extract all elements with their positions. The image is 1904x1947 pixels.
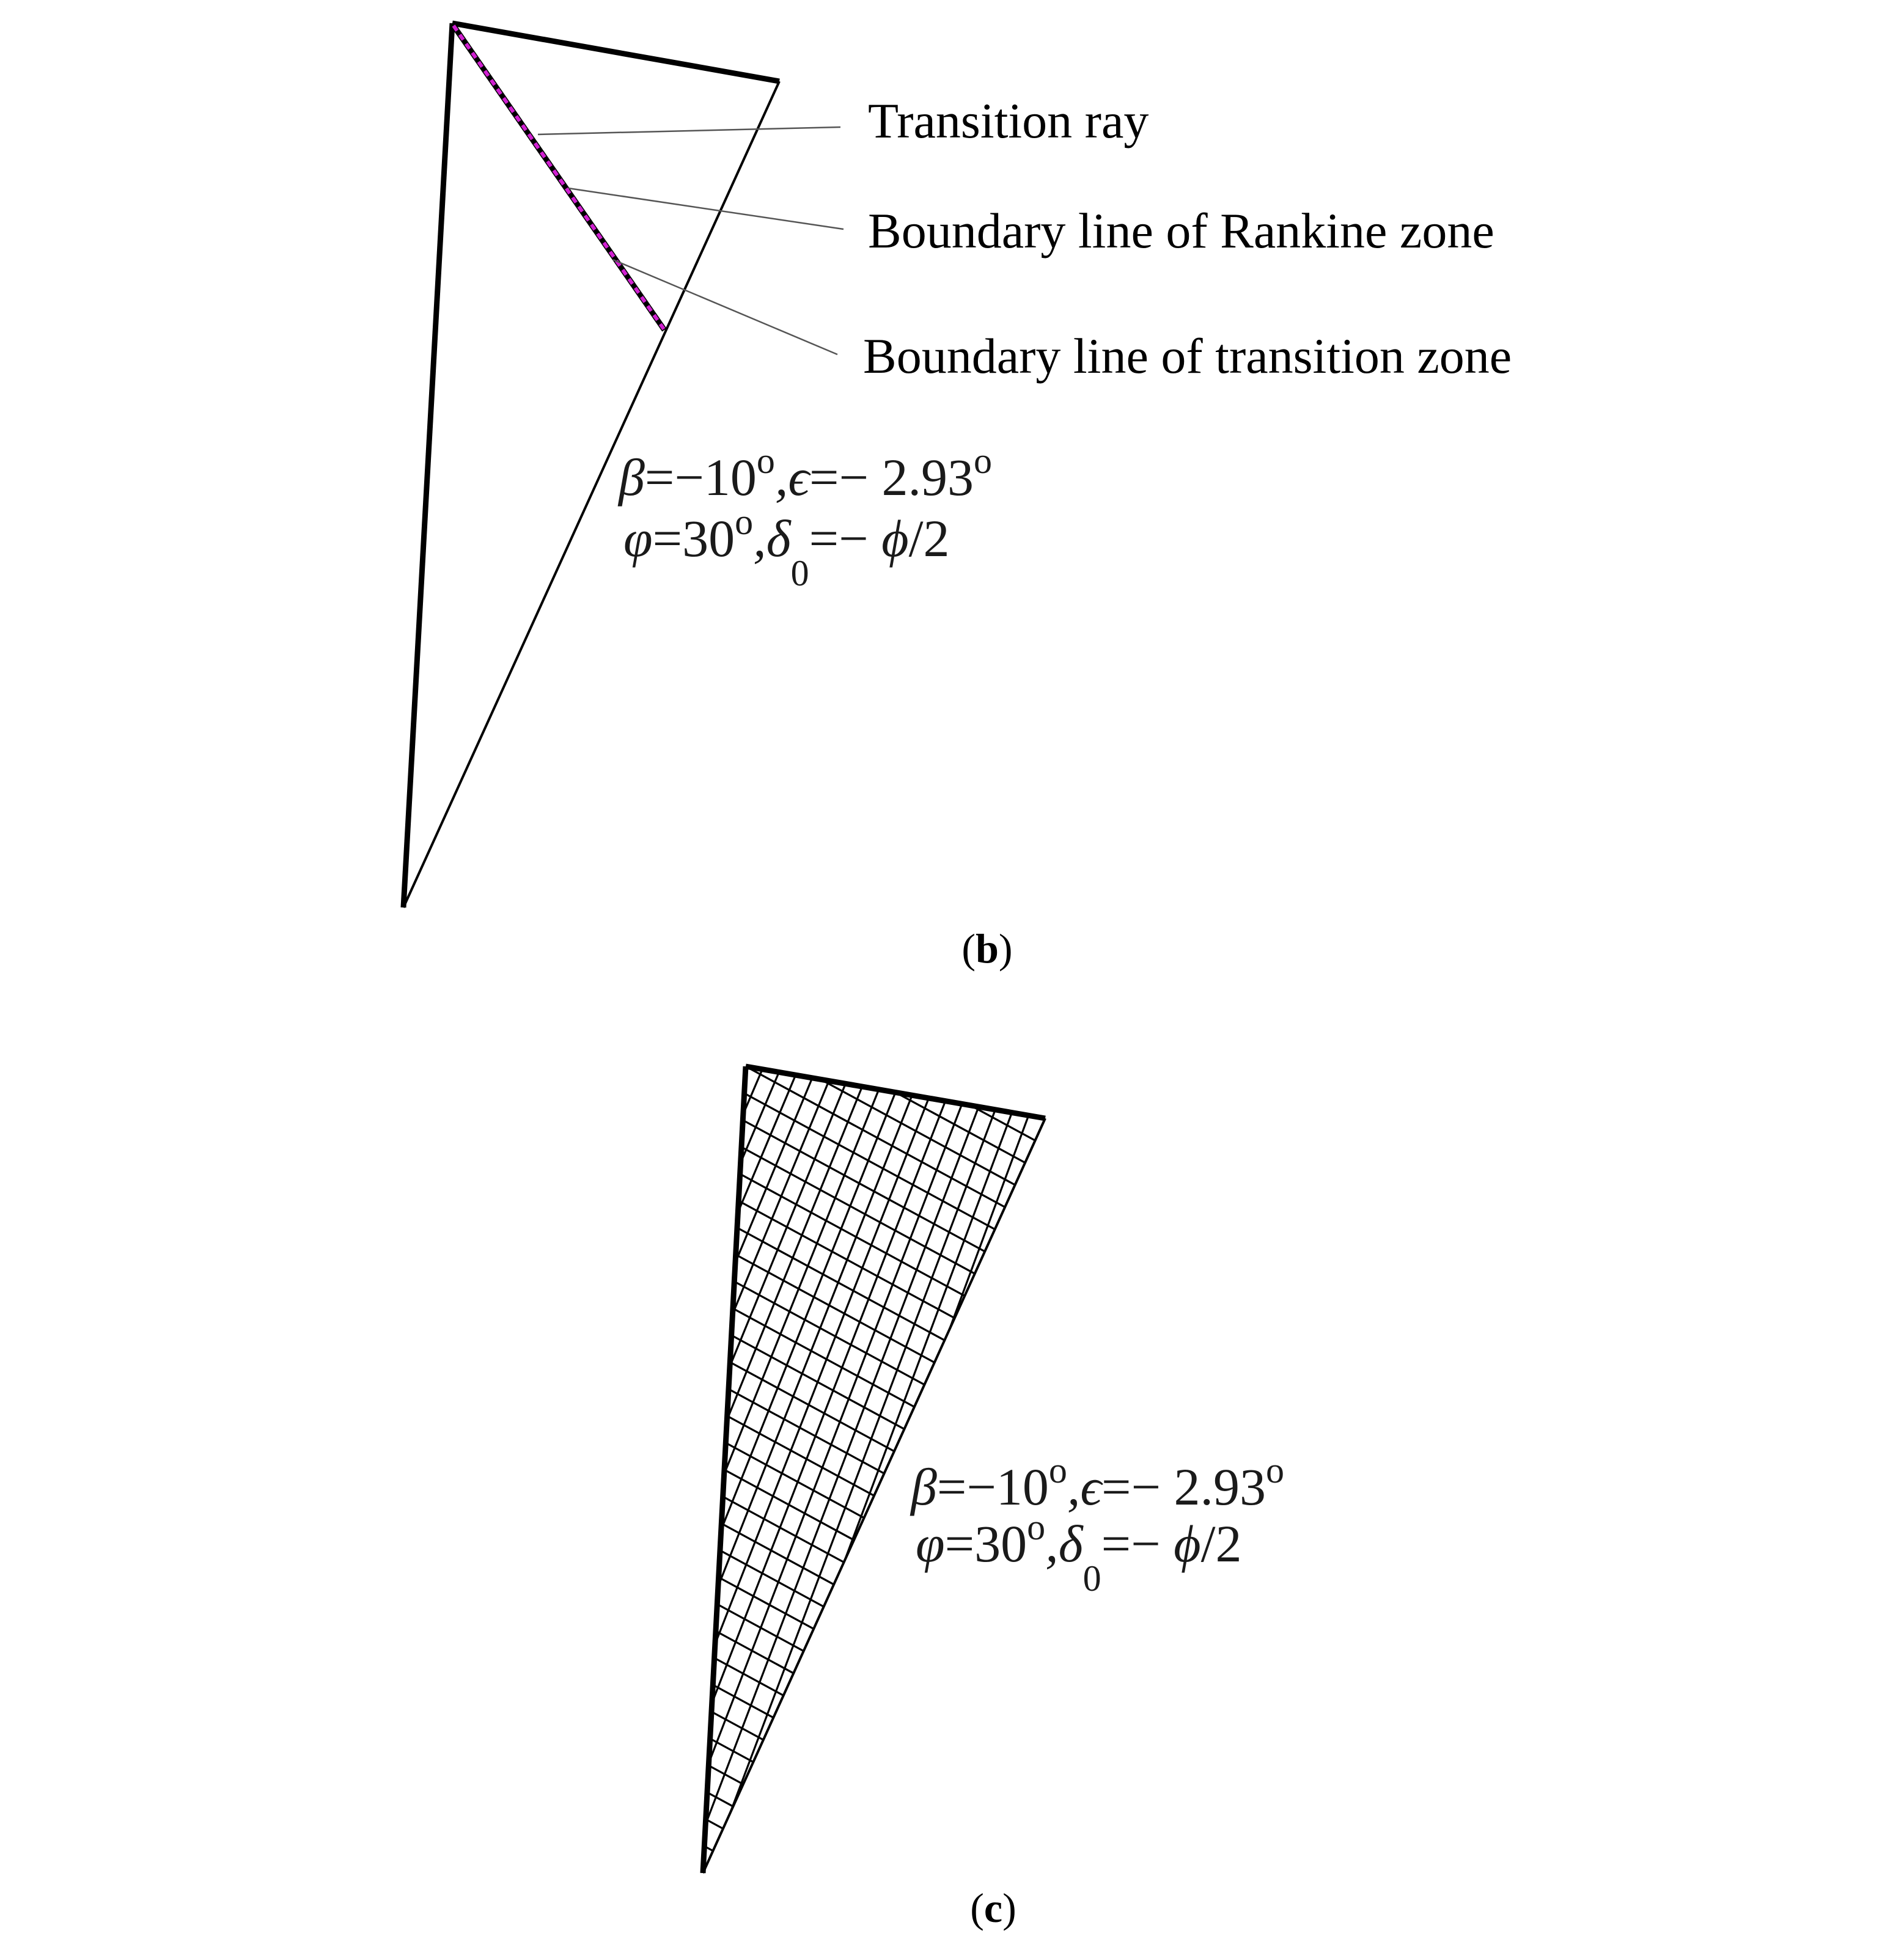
epsilon-degree: o bbox=[974, 441, 993, 481]
delta-subscript: 0 bbox=[1082, 1558, 1101, 1599]
beta-value: =−10 bbox=[644, 448, 757, 507]
mesh-line-diagonal bbox=[740, 1174, 1168, 1406]
beta-degree: o bbox=[756, 441, 775, 481]
phi-degree: o bbox=[1027, 1507, 1046, 1547]
mesh-line-diagonal bbox=[719, 1577, 1147, 1810]
delta-value: =− bbox=[809, 509, 882, 568]
mesh-line-diagonal bbox=[744, 1093, 1172, 1326]
panel-b-wall-edge bbox=[403, 23, 452, 908]
mesh-line-diagonal bbox=[736, 1255, 1164, 1487]
beta-degree: o bbox=[1048, 1450, 1067, 1491]
panel-b-params-line1 bbox=[617, 441, 992, 507]
mesh-line-diagonal bbox=[704, 1846, 1132, 1947]
mesh-line-diagonal bbox=[713, 1685, 1141, 1917]
panel-b-top-edge bbox=[452, 23, 779, 81]
mesh-line-steep bbox=[638, 1101, 946, 1896]
delta-symbol: ,δ bbox=[1045, 1514, 1083, 1573]
phi-degree: o bbox=[735, 502, 754, 542]
mesh-line-diagonal bbox=[711, 1712, 1139, 1944]
mesh-line-diagonal bbox=[716, 1631, 1144, 1863]
epsilon-value: =− 2.93 bbox=[1101, 1458, 1266, 1516]
annotation-transition-ray: Transition ray bbox=[868, 93, 1149, 148]
phi-value: =30 bbox=[944, 1514, 1027, 1573]
panel-b bbox=[403, 23, 1512, 972]
panel-b-params-line2 bbox=[623, 502, 950, 593]
delta-symbol: ,δ bbox=[753, 509, 791, 568]
beta-value: =−10 bbox=[936, 1458, 1049, 1516]
panel-b-label: (b) bbox=[961, 925, 1013, 972]
delta-value: =− bbox=[1101, 1514, 1174, 1573]
epsilon-symbol: ,ϵ bbox=[1067, 1458, 1102, 1516]
phi-symbol: φ bbox=[623, 509, 653, 568]
delta-rhs-rest: /2 bbox=[1200, 1514, 1242, 1573]
mesh-line-diagonal bbox=[715, 1658, 1142, 1890]
phi-value: =30 bbox=[652, 509, 735, 568]
delta-rhs-symbol: ϕ bbox=[881, 509, 909, 568]
panel-c bbox=[423, 959, 1284, 1947]
annotation-transition-boundary: Boundary line of transition zone bbox=[863, 328, 1512, 384]
mesh-line-diagonal bbox=[710, 1739, 1138, 1947]
mesh-line-steep bbox=[540, 1087, 862, 1881]
panel-c-label: (c) bbox=[970, 1885, 1016, 1931]
mesh-line-diagonal bbox=[741, 1147, 1169, 1379]
leader-transition-ray bbox=[538, 127, 840, 134]
panel-c-wall-edge bbox=[703, 1066, 746, 1873]
annotation-rankine-boundary: Boundary line of Rankine zone bbox=[868, 203, 1494, 258]
beta-symbol: β bbox=[911, 1458, 937, 1516]
mesh-line-steep bbox=[462, 1075, 796, 1869]
mesh-line-steep bbox=[443, 1072, 779, 1866]
panel-c-params-line1 bbox=[910, 1450, 1284, 1516]
epsilon-value: =− 2.93 bbox=[809, 448, 974, 507]
mesh-line-diagonal bbox=[708, 1766, 1136, 1947]
delta-subscript: 0 bbox=[790, 553, 809, 593]
mesh-line-diagonal bbox=[738, 1201, 1166, 1433]
mesh-line-diagonal bbox=[706, 1819, 1134, 1947]
mesh-line-diagonal bbox=[717, 1604, 1145, 1836]
epsilon-symbol: ,ϵ bbox=[774, 448, 810, 507]
leader-rankine-boundary bbox=[568, 188, 844, 229]
delta-rhs-symbol: ϕ bbox=[1174, 1514, 1201, 1573]
mesh-line-diagonal bbox=[707, 1792, 1135, 1947]
panel-c-top-edge bbox=[746, 1066, 1045, 1118]
beta-symbol: β bbox=[619, 448, 645, 507]
panel-c-params-line2 bbox=[916, 1507, 1242, 1599]
epsilon-degree: o bbox=[1266, 1450, 1285, 1491]
mesh-line-diagonal bbox=[747, 1040, 1175, 1272]
mesh-line-diagonal bbox=[743, 1120, 1171, 1352]
delta-rhs-rest: /2 bbox=[908, 509, 950, 568]
mesh-line-steep bbox=[559, 1090, 879, 1884]
phi-symbol: φ bbox=[916, 1514, 945, 1573]
